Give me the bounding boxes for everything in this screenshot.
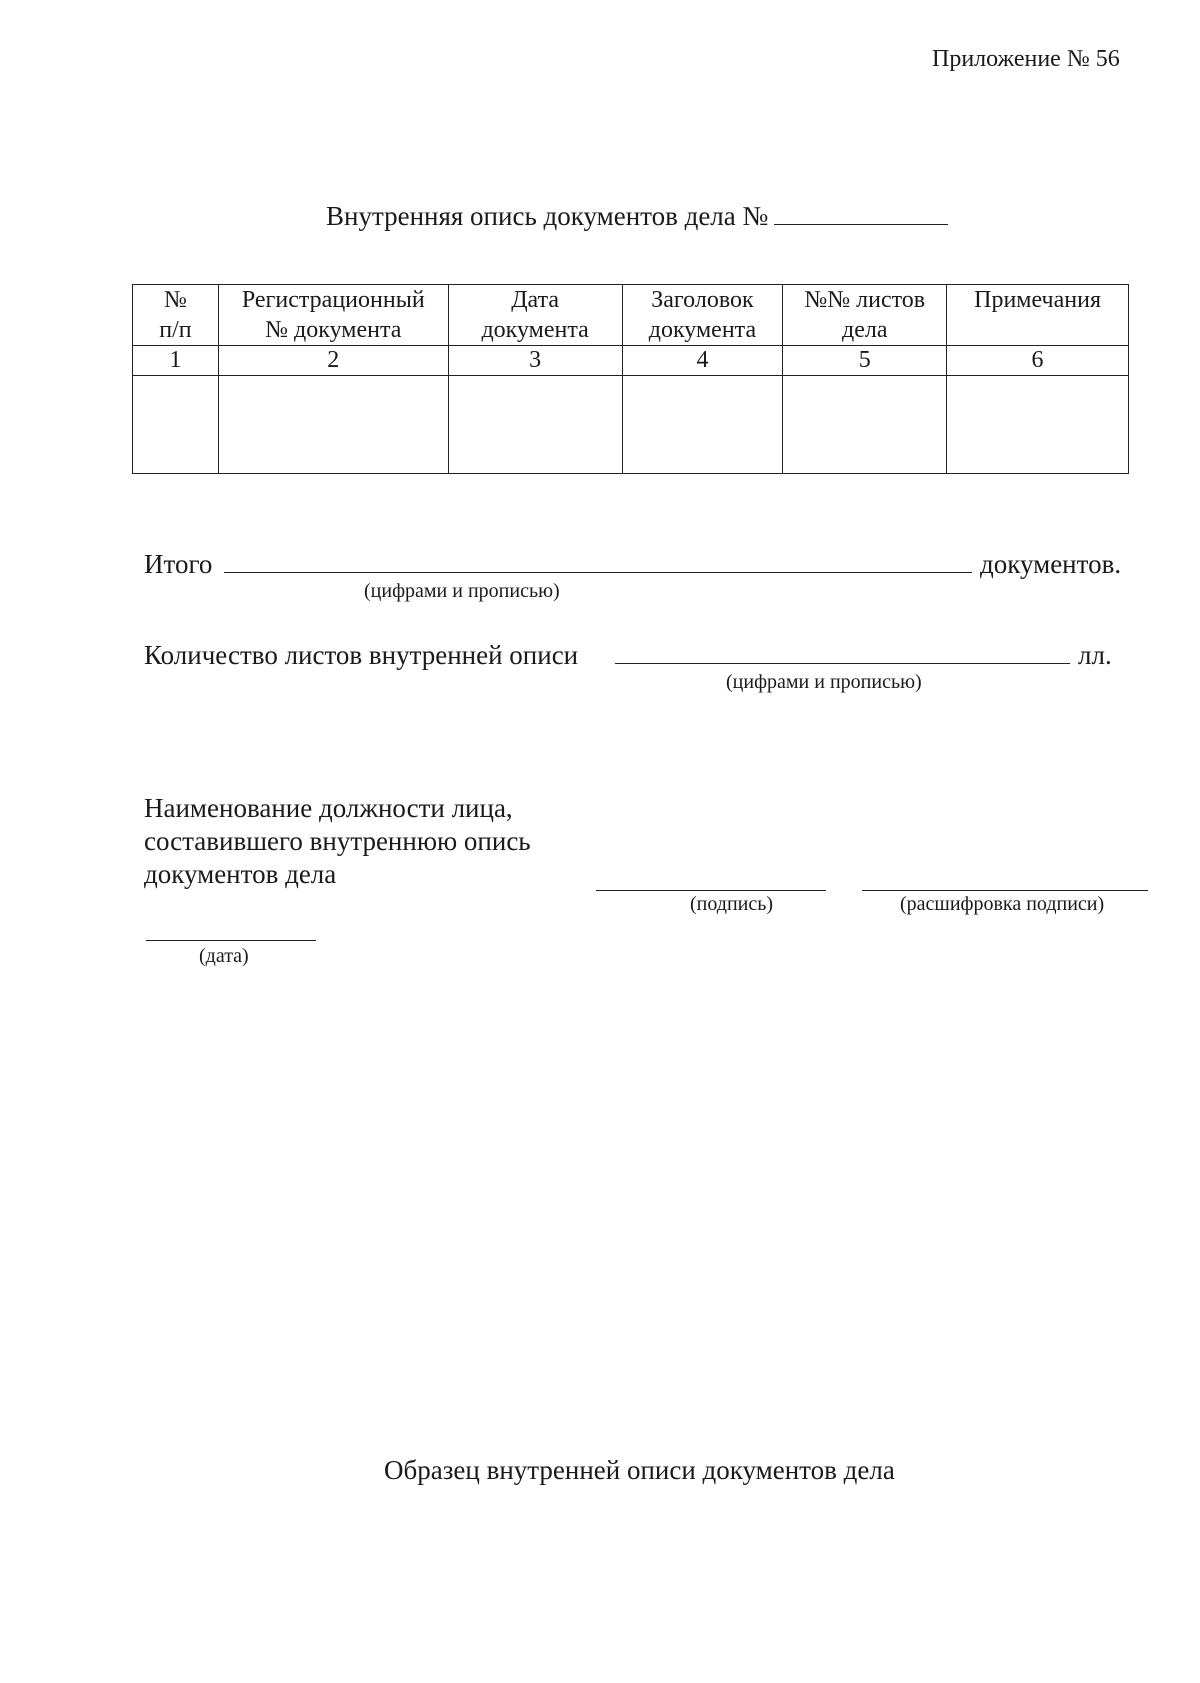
total-blank-line[interactable] [224, 572, 972, 573]
title-text: Внутренняя опись документов дела № [326, 201, 769, 231]
appendix-number: Приложение № 56 [932, 46, 1120, 72]
position-line: Наименование должности лица, [144, 793, 513, 823]
empty-cell[interactable] [218, 376, 448, 474]
position-line: документов дела [144, 859, 337, 889]
empty-cell[interactable] [947, 376, 1129, 474]
header-cell-heading: Заголовок документа [622, 285, 783, 346]
signature-decode-line[interactable] [862, 890, 1148, 891]
sheets-label: Количество листов внутренней описи [144, 640, 579, 670]
position-line: составившего внутреннюю опись [144, 826, 531, 856]
date-hint: (дата) [199, 945, 249, 967]
case-number-blank [774, 202, 948, 225]
signature-decode-hint: (расшифровка подписи) [900, 893, 1105, 915]
inventory-table [132, 284, 1129, 474]
empty-cell[interactable] [133, 376, 219, 474]
col-number-cell: 3 [448, 346, 622, 376]
table-header-row [133, 285, 1129, 346]
document-title [326, 201, 948, 232]
sample-caption: Образец внутренней описи документов дела [384, 1455, 895, 1485]
header-cell-date: Дата документа [448, 285, 622, 346]
total-hint: (цифрами и прописью) [364, 580, 560, 602]
col-number-cell: 4 [622, 346, 783, 376]
empty-cell[interactable] [448, 376, 622, 474]
signature-line[interactable] [596, 890, 826, 891]
header-cell-number: № п/п [133, 285, 219, 346]
empty-cell[interactable] [783, 376, 947, 474]
table-number-row [133, 346, 1129, 376]
signature-hint: (подпись) [690, 893, 774, 915]
header-cell-notes: Примечания [947, 285, 1129, 346]
date-line[interactable] [146, 940, 316, 941]
col-number-cell: 2 [218, 346, 448, 376]
header-cell-sheets: №№ листов дела [783, 285, 947, 346]
sheets-blank-line[interactable] [615, 663, 1070, 664]
sheets-suffix: лл. [1078, 640, 1112, 670]
empty-cell[interactable] [622, 376, 783, 474]
total-suffix: документов. [980, 549, 1122, 579]
position-label [144, 792, 531, 891]
total-label: Итого [144, 549, 213, 579]
col-number-cell: 6 [947, 346, 1129, 376]
sheets-hint: (цифрами и прописью) [726, 671, 922, 693]
table-empty-row [133, 376, 1129, 474]
header-cell-reg-number: Регистрационный № документа [218, 285, 448, 346]
col-number-cell: 5 [783, 346, 947, 376]
col-number-cell: 1 [133, 346, 219, 376]
